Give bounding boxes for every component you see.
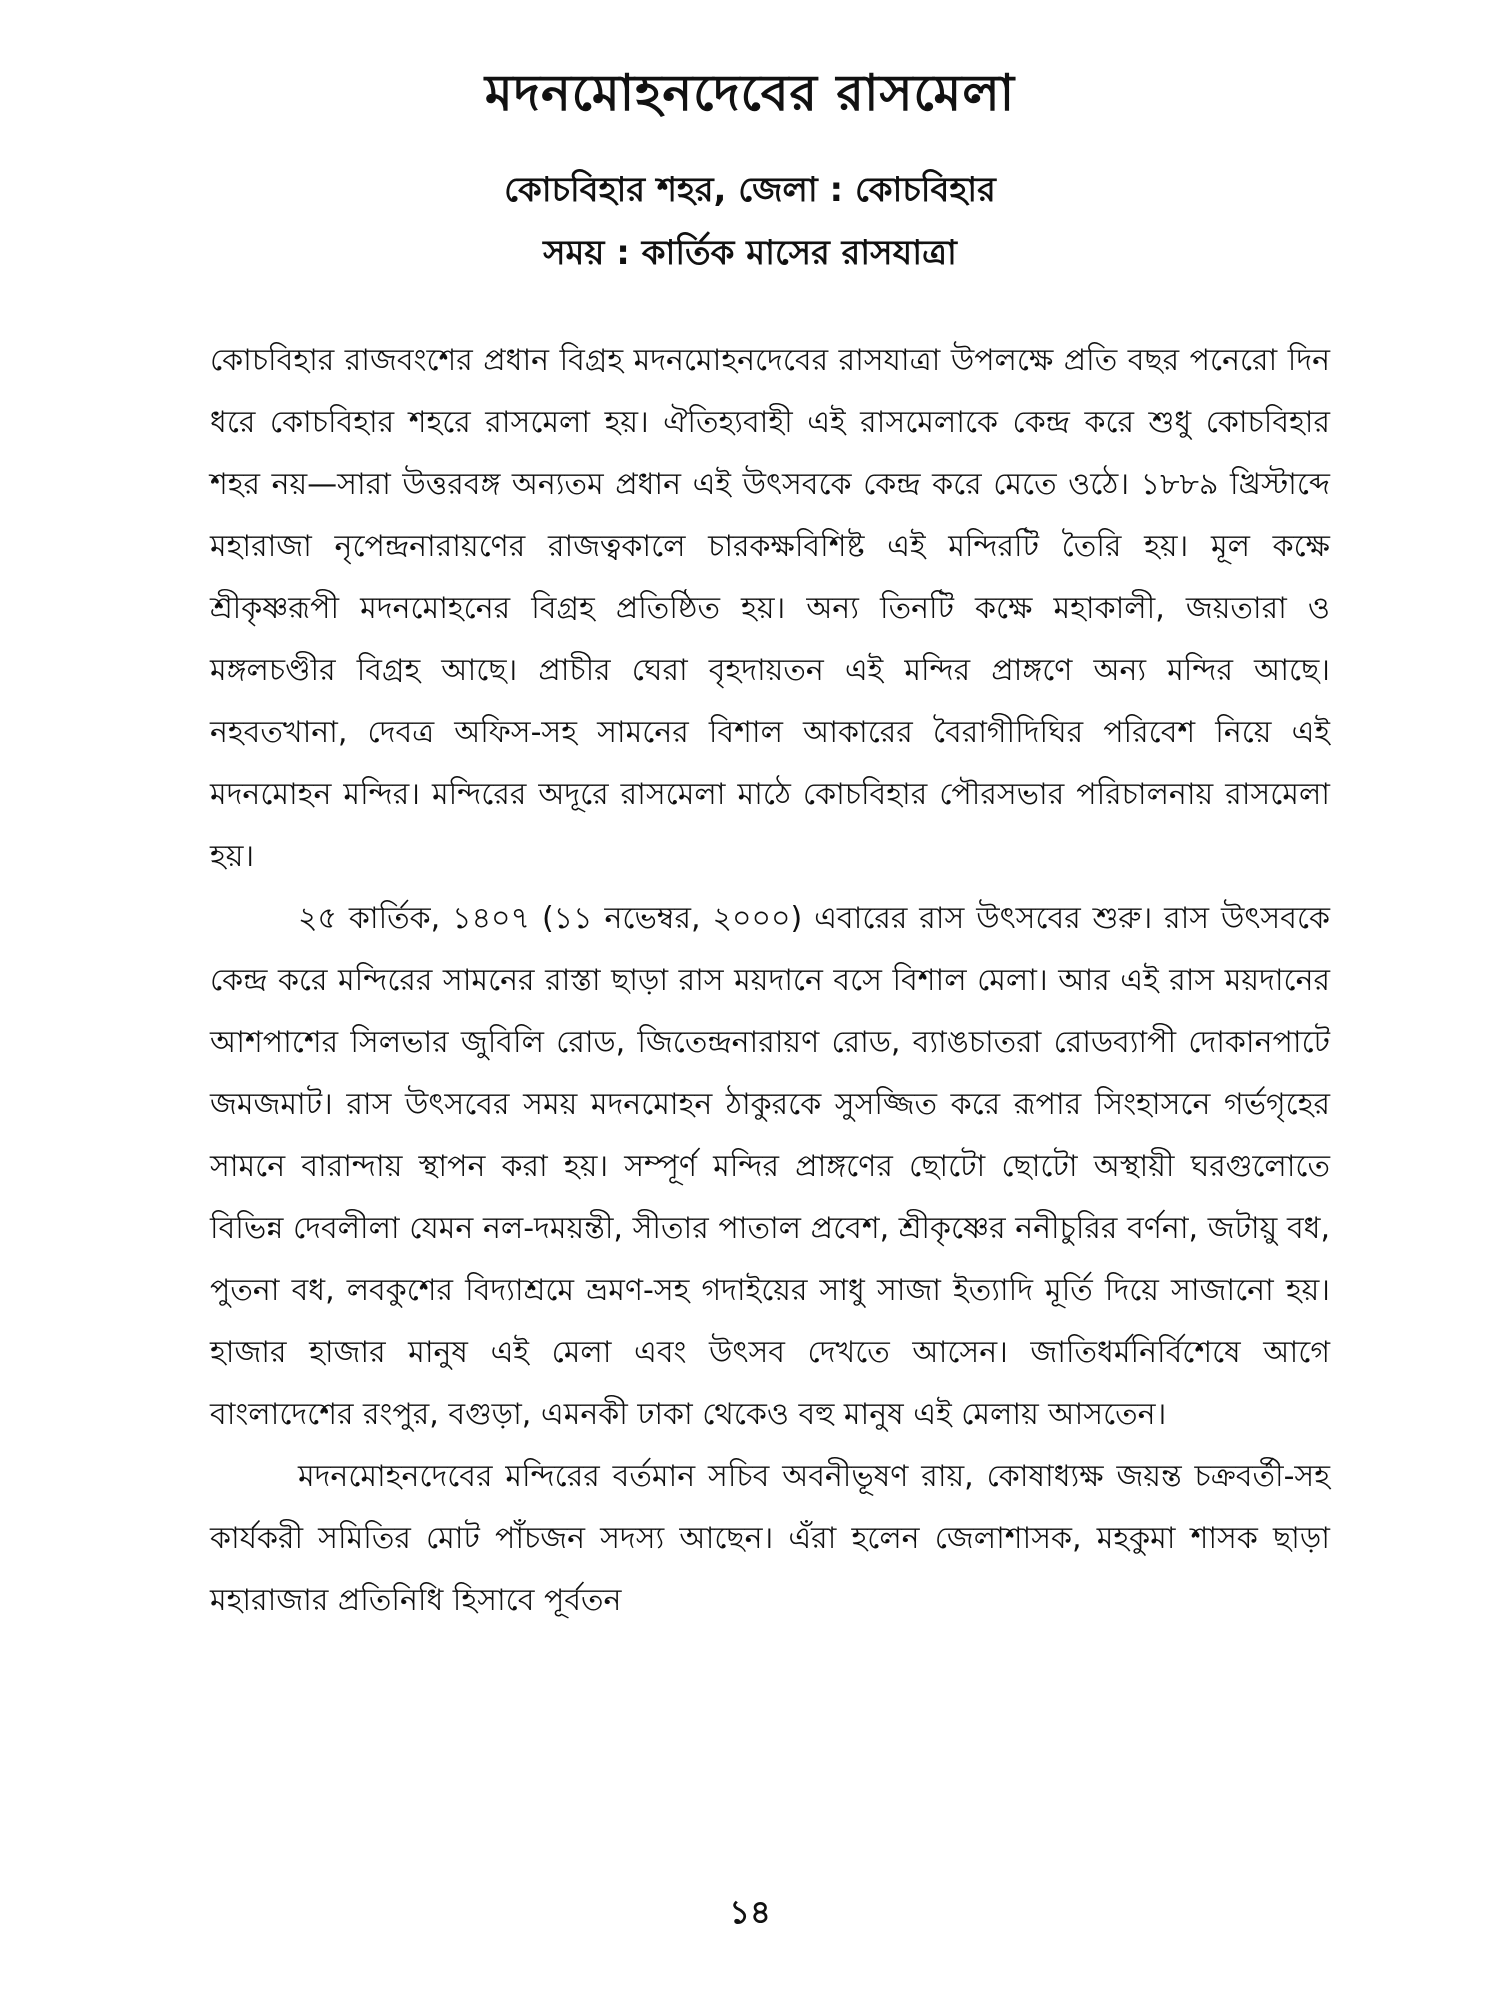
page-title: মদনমোহনদেবের রাসমেলা bbox=[484, 64, 1016, 122]
paragraph-3: মদনমোহনদেবের মন্দিরের বর্তমান সচিব অবনীভূষণ রায়, কোষাধ্যক্ষ জয়ন্ত চক্রবর্তী-সহ কার্যকরী সমিতির মোট পাঁচজন সদস্য আছেন। এঁরা হলেন জেলাশাসক, মহকুমা শাসক ছাড়া মহারাজার প্রতিনিধি হিসাবে পূর্বতন bbox=[210, 1459, 1330, 1618]
body-text bbox=[210, 330, 1330, 1632]
paragraph-1: কোচবিহার রাজবংশের প্রধান বিগ্রহ মদনমোহনদেবের রাসযাত্রা উপলক্ষে প্রতি বছর পনেরো দিন ধরে কোচবিহার শহরে রাসমেলা হয়। ঐতিহ্যবাহী এই রাসমেলাকে কেন্দ্র করে শুধু কোচবিহার শহর নয়—সারা উত্তরবঙ্গ অন্যতম প্রধান এই উৎসবকে কেন্দ্র করে মেতে ওঠে। ১৮৮৯ খ্রিস্টাব্দে মহারাজা নৃপেন্দ্রনারায়ণের রাজত্বকালে চারকক্ষবিশিষ্ট এই মন্দিরটি তৈরি হয়। মূল কক্ষে শ্রীকৃষ্ণরূপী মদনমোহনের বিগ্রহ প্রতিষ্ঠিত হয়। অন্য তিনটি কক্ষে মহাকালী, জয়তারা ও মঙ্গলচণ্ডীর বিগ্রহ আছে। প্রাচীর ঘেরা বৃহদায়তন এই মন্দির প্রাঙ্গণে অন্য মন্দির আছে। নহবতখানা, দেবত্র অফিস-সহ সামনের বিশাল আকারের বৈরাগীদিঘির পরিবেশ নিয়ে এই মদনমোহন মন্দির। মন্দিরের অদূরে রাসমেলা মাঠে কোচবিহার পৌরসভার পরিচালনায় রাসমেলা হয়। bbox=[210, 343, 1330, 874]
time-subtitle: সময় : কার্তিক মাসের রাসযাত্রা bbox=[543, 233, 957, 273]
paragraph-2: ২৫ কার্তিক, ১৪০৭ (১১ নভেম্বর, ২০০০) এবারের রাস উৎসবের শুরু। রাস উৎসবকে কেন্দ্র করে মন্দিরের সামনের রাস্তা ছাড়া রাস ময়দানে বসে বিশাল মেলা। আর এই রাস ময়দানের আশপাশের সিলভার জুবিলি রোড, জিতেন্দ্রনারায়ণ রোড, ব্যাঙচাতরা রোডব্যাপী দোকানপাটে জমজমাট। রাস উৎসবের সময় মদনমোহন ঠাকুরকে সুসজ্জিত করে রূপার সিংহাসনে গর্ভগৃহের সামনে বারান্দায় স্থাপন করা হয়। সম্পূর্ণ মন্দির প্রাঙ্গণের ছোটো ছোটো অস্থায়ী ঘরগুলোতে বিভিন্ন দেবলীলা যেমন নল-দময়ন্তী, সীতার পাতাল প্রবেশ, শ্রীকৃষ্ণের ননীচুরির বর্ণনা, জটায়ু বধ, পুতনা বধ, লবকুশের বিদ্যাশ্রমে ভ্রমণ-সহ গদাইয়ের সাধু সাজা ইত্যাদি মূর্তি দিয়ে সাজানো হয়। হাজার হাজার মানুষ এই মেলা এবং উৎসব দেখতে আসেন। জাতিধর্মনির্বিশেষে আগে বাংলাদেশের রংপুর, বগুড়া, এমনকী ঢাকা থেকেও বহু মানুষ এই মেলায় আসতেন। bbox=[210, 901, 1330, 1432]
page-number: ১৪ bbox=[729, 1893, 771, 1931]
location-subtitle: কোচবিহার শহর, জেলা : কোচবিহার bbox=[504, 170, 996, 210]
